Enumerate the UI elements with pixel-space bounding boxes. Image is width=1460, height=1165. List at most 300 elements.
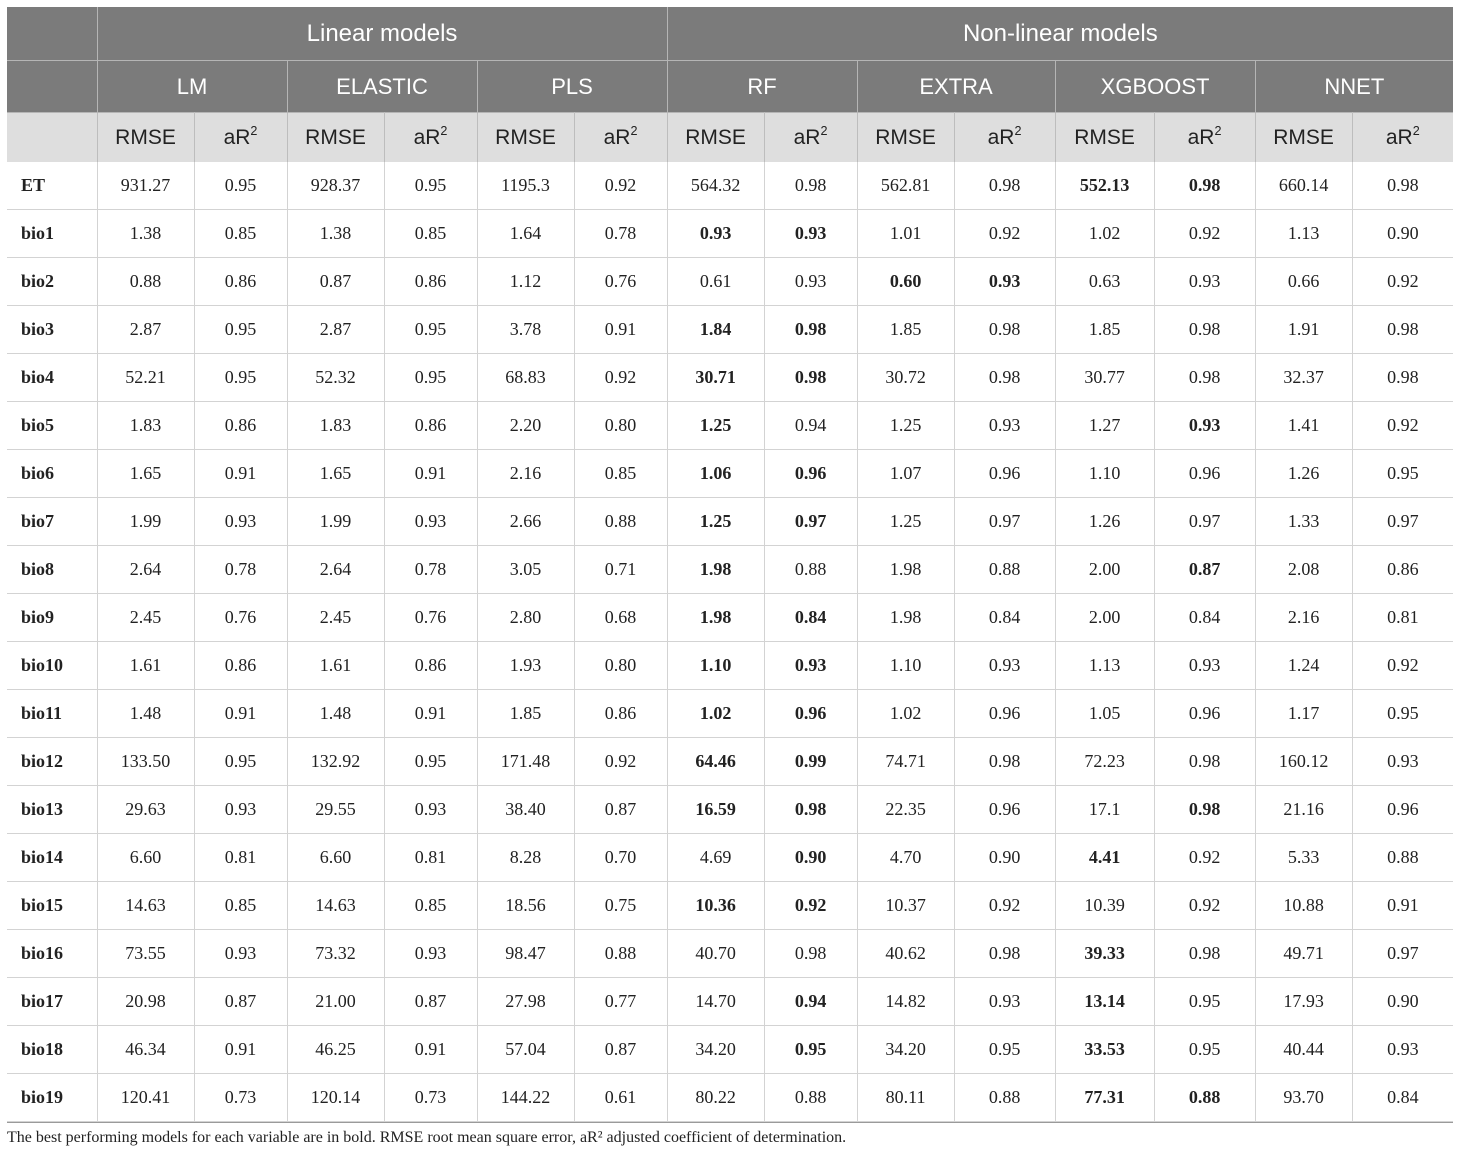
table-row: [7, 738, 1453, 786]
header-metric-row: [7, 113, 1453, 163]
rmse-cell: 1.98: [667, 594, 764, 642]
ar2-cell: 0.81: [384, 834, 477, 882]
rmse-cell: 8.28: [477, 834, 574, 882]
rmse-cell: 17.93: [1255, 978, 1352, 1026]
ar2-cell: 0.93: [1154, 258, 1255, 306]
metric-ar2-base: aR: [1187, 125, 1215, 149]
rmse-cell: 120.14: [287, 1074, 384, 1122]
metric-header-rmse: RMSE: [287, 113, 384, 163]
variable-label: bio17: [7, 978, 97, 1026]
rmse-cell: 1.83: [287, 402, 384, 450]
ar2-cell: 0.86: [384, 258, 477, 306]
rmse-cell: 1.41: [1255, 402, 1352, 450]
rmse-cell: 1.48: [287, 690, 384, 738]
rmse-cell: 40.62: [857, 930, 954, 978]
metric-header-ar2: [764, 113, 857, 163]
ar2-cell: 0.85: [574, 450, 667, 498]
ar2-cell: 0.95: [954, 1026, 1055, 1074]
ar2-cell: 0.91: [384, 450, 477, 498]
table-row: [7, 1026, 1453, 1074]
rmse-cell: 74.71: [857, 738, 954, 786]
metric-header-ar2: [1352, 113, 1453, 163]
ar2-cell: 0.97: [954, 498, 1055, 546]
ar2-cell: 0.98: [1154, 930, 1255, 978]
rmse-cell: 1.02: [1055, 210, 1154, 258]
metric-ar2-base: aR: [793, 125, 821, 149]
rmse-cell: 6.60: [97, 834, 194, 882]
rmse-cell: 1.48: [97, 690, 194, 738]
rmse-cell: 132.92: [287, 738, 384, 786]
rmse-cell: 1.38: [287, 210, 384, 258]
rmse-cell: 0.93: [667, 210, 764, 258]
variable-label: ET: [7, 162, 97, 210]
ar2-cell: 0.87: [574, 786, 667, 834]
ar2-cell: 0.86: [194, 402, 287, 450]
ar2-cell: 0.88: [1352, 834, 1453, 882]
ar2-cell: 0.95: [1154, 1026, 1255, 1074]
rmse-cell: 27.98: [477, 978, 574, 1026]
ar2-cell: 0.95: [384, 306, 477, 354]
rmse-cell: 6.60: [287, 834, 384, 882]
rmse-cell: 552.13: [1055, 162, 1154, 210]
ar2-cell: 0.85: [384, 882, 477, 930]
metric-ar2-base: aR: [987, 125, 1015, 149]
ar2-cell: 0.98: [1154, 162, 1255, 210]
table-row: [7, 690, 1453, 738]
rmse-cell: 1.85: [477, 690, 574, 738]
ar2-cell: 0.85: [194, 882, 287, 930]
rmse-cell: 144.22: [477, 1074, 574, 1122]
table-row: [7, 162, 1453, 210]
rmse-cell: 1.17: [1255, 690, 1352, 738]
table-row: [7, 210, 1453, 258]
rmse-cell: 10.37: [857, 882, 954, 930]
ar2-cell: 0.86: [1352, 546, 1453, 594]
rmse-cell: 1.24: [1255, 642, 1352, 690]
ar2-cell: 0.91: [194, 450, 287, 498]
ar2-cell: 0.86: [384, 642, 477, 690]
rmse-cell: 46.25: [287, 1026, 384, 1074]
rmse-cell: 1.25: [857, 402, 954, 450]
rmse-cell: 1.02: [667, 690, 764, 738]
metric-header-ar2: [954, 113, 1055, 163]
rmse-cell: 160.12: [1255, 738, 1352, 786]
rmse-cell: 4.41: [1055, 834, 1154, 882]
ar2-cell: 0.95: [384, 162, 477, 210]
rmse-cell: 1.12: [477, 258, 574, 306]
rmse-cell: 4.69: [667, 834, 764, 882]
ar2-cell: 0.98: [764, 306, 857, 354]
rmse-cell: 0.66: [1255, 258, 1352, 306]
ar2-cell: 0.87: [384, 978, 477, 1026]
metric-ar2-superscript: 2: [630, 123, 638, 138]
ar2-cell: 0.93: [384, 786, 477, 834]
ar2-cell: 0.95: [194, 738, 287, 786]
rmse-cell: 20.98: [97, 978, 194, 1026]
variable-label: bio9: [7, 594, 97, 642]
model-header-pls: PLS: [477, 61, 667, 113]
rmse-cell: 68.83: [477, 354, 574, 402]
ar2-cell: 0.92: [1352, 402, 1453, 450]
ar2-cell: 0.73: [194, 1074, 287, 1122]
ar2-cell: 0.98: [764, 354, 857, 402]
rmse-cell: 29.63: [97, 786, 194, 834]
ar2-cell: 0.91: [194, 690, 287, 738]
ar2-cell: 0.71: [574, 546, 667, 594]
rmse-cell: 2.64: [287, 546, 384, 594]
rmse-cell: 1.13: [1055, 642, 1154, 690]
rmse-cell: 1.26: [1055, 498, 1154, 546]
ar2-cell: 0.95: [384, 354, 477, 402]
metric-ar2-base: aR: [413, 125, 441, 149]
variable-label: bio3: [7, 306, 97, 354]
variable-label: bio10: [7, 642, 97, 690]
rmse-cell: 46.34: [97, 1026, 194, 1074]
rmse-cell: 1.85: [1055, 306, 1154, 354]
rmse-cell: 564.32: [667, 162, 764, 210]
table-row: [7, 1074, 1453, 1122]
metric-header-rmse: RMSE: [477, 113, 574, 163]
ar2-cell: 0.91: [574, 306, 667, 354]
ar2-cell: 0.95: [194, 306, 287, 354]
ar2-cell: 0.97: [1352, 930, 1453, 978]
ar2-cell: 0.91: [1352, 882, 1453, 930]
model-header-lm: LM: [97, 61, 287, 113]
ar2-cell: 0.80: [574, 642, 667, 690]
ar2-cell: 0.86: [574, 690, 667, 738]
rmse-cell: 0.63: [1055, 258, 1154, 306]
ar2-cell: 0.98: [764, 162, 857, 210]
ar2-cell: 0.96: [764, 690, 857, 738]
rmse-cell: 2.45: [97, 594, 194, 642]
rmse-cell: 1.85: [857, 306, 954, 354]
rmse-cell: 1195.3: [477, 162, 574, 210]
rmse-cell: 1.13: [1255, 210, 1352, 258]
metric-ar2-superscript: 2: [1014, 123, 1022, 138]
rmse-cell: 14.82: [857, 978, 954, 1026]
metric-ar2-base: aR: [223, 125, 251, 149]
ar2-cell: 0.84: [764, 594, 857, 642]
ar2-cell: 0.84: [1352, 1074, 1453, 1122]
rmse-cell: 3.05: [477, 546, 574, 594]
ar2-cell: 0.98: [1154, 354, 1255, 402]
ar2-cell: 0.95: [194, 354, 287, 402]
variable-label: bio7: [7, 498, 97, 546]
table-row: [7, 642, 1453, 690]
ar2-cell: 0.97: [764, 498, 857, 546]
rmse-cell: 52.21: [97, 354, 194, 402]
variable-label: bio4: [7, 354, 97, 402]
rmse-cell: 4.70: [857, 834, 954, 882]
rmse-cell: 17.1: [1055, 786, 1154, 834]
ar2-cell: 0.93: [954, 978, 1055, 1026]
variable-label: bio8: [7, 546, 97, 594]
ar2-cell: 0.80: [574, 402, 667, 450]
ar2-cell: 0.95: [194, 162, 287, 210]
ar2-cell: 0.98: [1154, 306, 1255, 354]
ar2-cell: 0.93: [1154, 642, 1255, 690]
ar2-cell: 0.90: [1352, 210, 1453, 258]
variable-label: bio5: [7, 402, 97, 450]
metric-ar2-superscript: 2: [820, 123, 828, 138]
metric-header-ar2: [384, 113, 477, 163]
metric-header-rmse: RMSE: [1255, 113, 1352, 163]
rmse-cell: 2.08: [1255, 546, 1352, 594]
ar2-cell: 0.92: [1154, 210, 1255, 258]
rmse-cell: 49.71: [1255, 930, 1352, 978]
header-model-row: [7, 61, 1453, 113]
rmse-cell: 1.02: [857, 690, 954, 738]
table-row: [7, 594, 1453, 642]
ar2-cell: 0.95: [1352, 450, 1453, 498]
ar2-cell: 0.93: [954, 402, 1055, 450]
model-header-rf: RF: [667, 61, 857, 113]
rmse-cell: 30.72: [857, 354, 954, 402]
metric-ar2-base: aR: [1385, 125, 1413, 149]
ar2-cell: 0.98: [1154, 786, 1255, 834]
ar2-cell: 0.96: [1352, 786, 1453, 834]
metric-header-ar2: [574, 113, 667, 163]
rmse-cell: 2.16: [1255, 594, 1352, 642]
rmse-cell: 1.27: [1055, 402, 1154, 450]
rmse-cell: 1.10: [667, 642, 764, 690]
rmse-cell: 171.48: [477, 738, 574, 786]
metric-header-ar2: [1154, 113, 1255, 163]
header-group-row: [7, 7, 1453, 61]
ar2-cell: 0.97: [1154, 498, 1255, 546]
ar2-cell: 0.98: [764, 930, 857, 978]
rmse-cell: 73.55: [97, 930, 194, 978]
ar2-cell: 0.94: [764, 402, 857, 450]
rmse-cell: 64.46: [667, 738, 764, 786]
rmse-cell: 1.38: [97, 210, 194, 258]
model-header-nnet: NNET: [1255, 61, 1453, 113]
rmse-cell: 14.63: [97, 882, 194, 930]
ar2-cell: 0.93: [1352, 738, 1453, 786]
model-header-xgboost: XGBOOST: [1055, 61, 1255, 113]
ar2-cell: 0.93: [194, 930, 287, 978]
model-header-elastic: ELASTIC: [287, 61, 477, 113]
rmse-cell: 93.70: [1255, 1074, 1352, 1122]
results-table: [7, 7, 1453, 1122]
ar2-cell: 0.96: [1154, 450, 1255, 498]
ar2-cell: 0.91: [384, 690, 477, 738]
ar2-cell: 0.98: [954, 354, 1055, 402]
rmse-cell: 1.98: [857, 594, 954, 642]
ar2-cell: 0.98: [1352, 306, 1453, 354]
rmse-cell: 1.98: [667, 546, 764, 594]
metric-header-rmse: RMSE: [97, 113, 194, 163]
ar2-cell: 0.87: [194, 978, 287, 1026]
rmse-cell: 21.00: [287, 978, 384, 1026]
ar2-cell: 0.93: [954, 258, 1055, 306]
metric-header-rmse: RMSE: [857, 113, 954, 163]
ar2-cell: 0.95: [764, 1026, 857, 1074]
ar2-cell: 0.93: [1352, 1026, 1453, 1074]
ar2-cell: 0.92: [1352, 258, 1453, 306]
ar2-cell: 0.96: [954, 786, 1055, 834]
ar2-cell: 0.70: [574, 834, 667, 882]
rmse-cell: 1.99: [287, 498, 384, 546]
variable-label: bio19: [7, 1074, 97, 1122]
rmse-cell: 931.27: [97, 162, 194, 210]
table-footnote: The best performing models for each variable are in bold. RMSE root mean square error, aR² adjusted coefficient of determination.: [7, 1122, 1453, 1147]
ar2-cell: 0.85: [384, 210, 477, 258]
ar2-cell: 0.92: [1154, 882, 1255, 930]
rmse-cell: 1.01: [857, 210, 954, 258]
metric-header-rmse: RMSE: [1055, 113, 1154, 163]
rmse-cell: 1.25: [857, 498, 954, 546]
metric-header-ar2: [194, 113, 287, 163]
variable-label: bio15: [7, 882, 97, 930]
rmse-cell: 34.20: [667, 1026, 764, 1074]
ar2-cell: 0.96: [1154, 690, 1255, 738]
ar2-cell: 0.90: [954, 834, 1055, 882]
ar2-cell: 0.93: [954, 642, 1055, 690]
header-group-nonlinear: Non-linear models: [667, 7, 1453, 61]
rmse-cell: 13.14: [1055, 978, 1154, 1026]
rmse-cell: 21.16: [1255, 786, 1352, 834]
table-body: [7, 162, 1453, 1122]
rmse-cell: 2.20: [477, 402, 574, 450]
rmse-cell: 1.33: [1255, 498, 1352, 546]
table-row: [7, 930, 1453, 978]
rmse-cell: 2.66: [477, 498, 574, 546]
ar2-cell: 0.87: [574, 1026, 667, 1074]
rmse-cell: 5.33: [1255, 834, 1352, 882]
table-row: [7, 402, 1453, 450]
ar2-cell: 0.97: [1352, 498, 1453, 546]
rmse-cell: 1.91: [1255, 306, 1352, 354]
table-row: [7, 546, 1453, 594]
ar2-cell: 0.88: [954, 546, 1055, 594]
ar2-cell: 0.95: [1352, 690, 1453, 738]
ar2-cell: 0.98: [954, 930, 1055, 978]
ar2-cell: 0.76: [194, 594, 287, 642]
table-container: [7, 7, 1453, 1147]
ar2-cell: 0.92: [1352, 642, 1453, 690]
table-row: [7, 354, 1453, 402]
ar2-cell: 0.88: [764, 1074, 857, 1122]
ar2-cell: 0.94: [764, 978, 857, 1026]
rmse-cell: 1.98: [857, 546, 954, 594]
ar2-cell: 0.76: [384, 594, 477, 642]
rmse-cell: 33.53: [1055, 1026, 1154, 1074]
ar2-cell: 0.90: [764, 834, 857, 882]
rmse-cell: 2.45: [287, 594, 384, 642]
rmse-cell: 1.93: [477, 642, 574, 690]
ar2-cell: 0.86: [384, 402, 477, 450]
rmse-cell: 1.99: [97, 498, 194, 546]
rmse-cell: 1.25: [667, 402, 764, 450]
variable-label: bio16: [7, 930, 97, 978]
ar2-cell: 0.98: [764, 786, 857, 834]
rmse-cell: 1.26: [1255, 450, 1352, 498]
rmse-cell: 2.80: [477, 594, 574, 642]
rmse-cell: 562.81: [857, 162, 954, 210]
ar2-cell: 0.92: [574, 162, 667, 210]
rmse-cell: 52.32: [287, 354, 384, 402]
metric-ar2-superscript: 2: [440, 123, 448, 138]
variable-label: bio1: [7, 210, 97, 258]
rmse-cell: 1.84: [667, 306, 764, 354]
rmse-cell: 1.61: [287, 642, 384, 690]
ar2-cell: 0.92: [954, 882, 1055, 930]
header-corner-cell: [7, 61, 97, 113]
rmse-cell: 133.50: [97, 738, 194, 786]
ar2-cell: 0.75: [574, 882, 667, 930]
header-corner-cell: [7, 7, 97, 61]
ar2-cell: 0.85: [194, 210, 287, 258]
rmse-cell: 2.00: [1055, 594, 1154, 642]
ar2-cell: 0.73: [384, 1074, 477, 1122]
ar2-cell: 0.93: [764, 210, 857, 258]
ar2-cell: 0.61: [574, 1074, 667, 1122]
ar2-cell: 0.93: [764, 258, 857, 306]
rmse-cell: 0.87: [287, 258, 384, 306]
ar2-cell: 0.91: [384, 1026, 477, 1074]
rmse-cell: 34.20: [857, 1026, 954, 1074]
ar2-cell: 0.78: [574, 210, 667, 258]
rmse-cell: 39.33: [1055, 930, 1154, 978]
ar2-cell: 0.96: [764, 450, 857, 498]
variable-label: bio18: [7, 1026, 97, 1074]
rmse-cell: 2.16: [477, 450, 574, 498]
variable-label: bio2: [7, 258, 97, 306]
ar2-cell: 0.68: [574, 594, 667, 642]
table-row: [7, 882, 1453, 930]
ar2-cell: 0.84: [954, 594, 1055, 642]
ar2-cell: 0.76: [574, 258, 667, 306]
rmse-cell: 29.55: [287, 786, 384, 834]
rmse-cell: 0.88: [97, 258, 194, 306]
rmse-cell: 1.10: [857, 642, 954, 690]
rmse-cell: 14.70: [667, 978, 764, 1026]
ar2-cell: 0.93: [764, 642, 857, 690]
header-group-linear: Linear models: [97, 7, 667, 61]
rmse-cell: 1.64: [477, 210, 574, 258]
rmse-cell: 0.61: [667, 258, 764, 306]
table-row: [7, 306, 1453, 354]
ar2-cell: 0.98: [954, 162, 1055, 210]
ar2-cell: 0.98: [1352, 162, 1453, 210]
metric-ar2-base: aR: [603, 125, 631, 149]
rmse-cell: 1.05: [1055, 690, 1154, 738]
rmse-cell: 18.56: [477, 882, 574, 930]
variable-label: bio6: [7, 450, 97, 498]
ar2-cell: 0.95: [384, 738, 477, 786]
ar2-cell: 0.86: [194, 258, 287, 306]
ar2-cell: 0.84: [1154, 594, 1255, 642]
ar2-cell: 0.93: [194, 498, 287, 546]
rmse-cell: 77.31: [1055, 1074, 1154, 1122]
ar2-cell: 0.98: [1154, 738, 1255, 786]
ar2-cell: 0.99: [764, 738, 857, 786]
rmse-cell: 80.22: [667, 1074, 764, 1122]
ar2-cell: 0.88: [1154, 1074, 1255, 1122]
ar2-cell: 0.98: [954, 738, 1055, 786]
rmse-cell: 32.37: [1255, 354, 1352, 402]
rmse-cell: 1.25: [667, 498, 764, 546]
rmse-cell: 10.88: [1255, 882, 1352, 930]
ar2-cell: 0.77: [574, 978, 667, 1026]
ar2-cell: 0.92: [954, 210, 1055, 258]
rmse-cell: 1.65: [287, 450, 384, 498]
rmse-cell: 16.59: [667, 786, 764, 834]
variable-label: bio11: [7, 690, 97, 738]
metric-ar2-superscript: 2: [1412, 123, 1420, 138]
rmse-cell: 10.36: [667, 882, 764, 930]
